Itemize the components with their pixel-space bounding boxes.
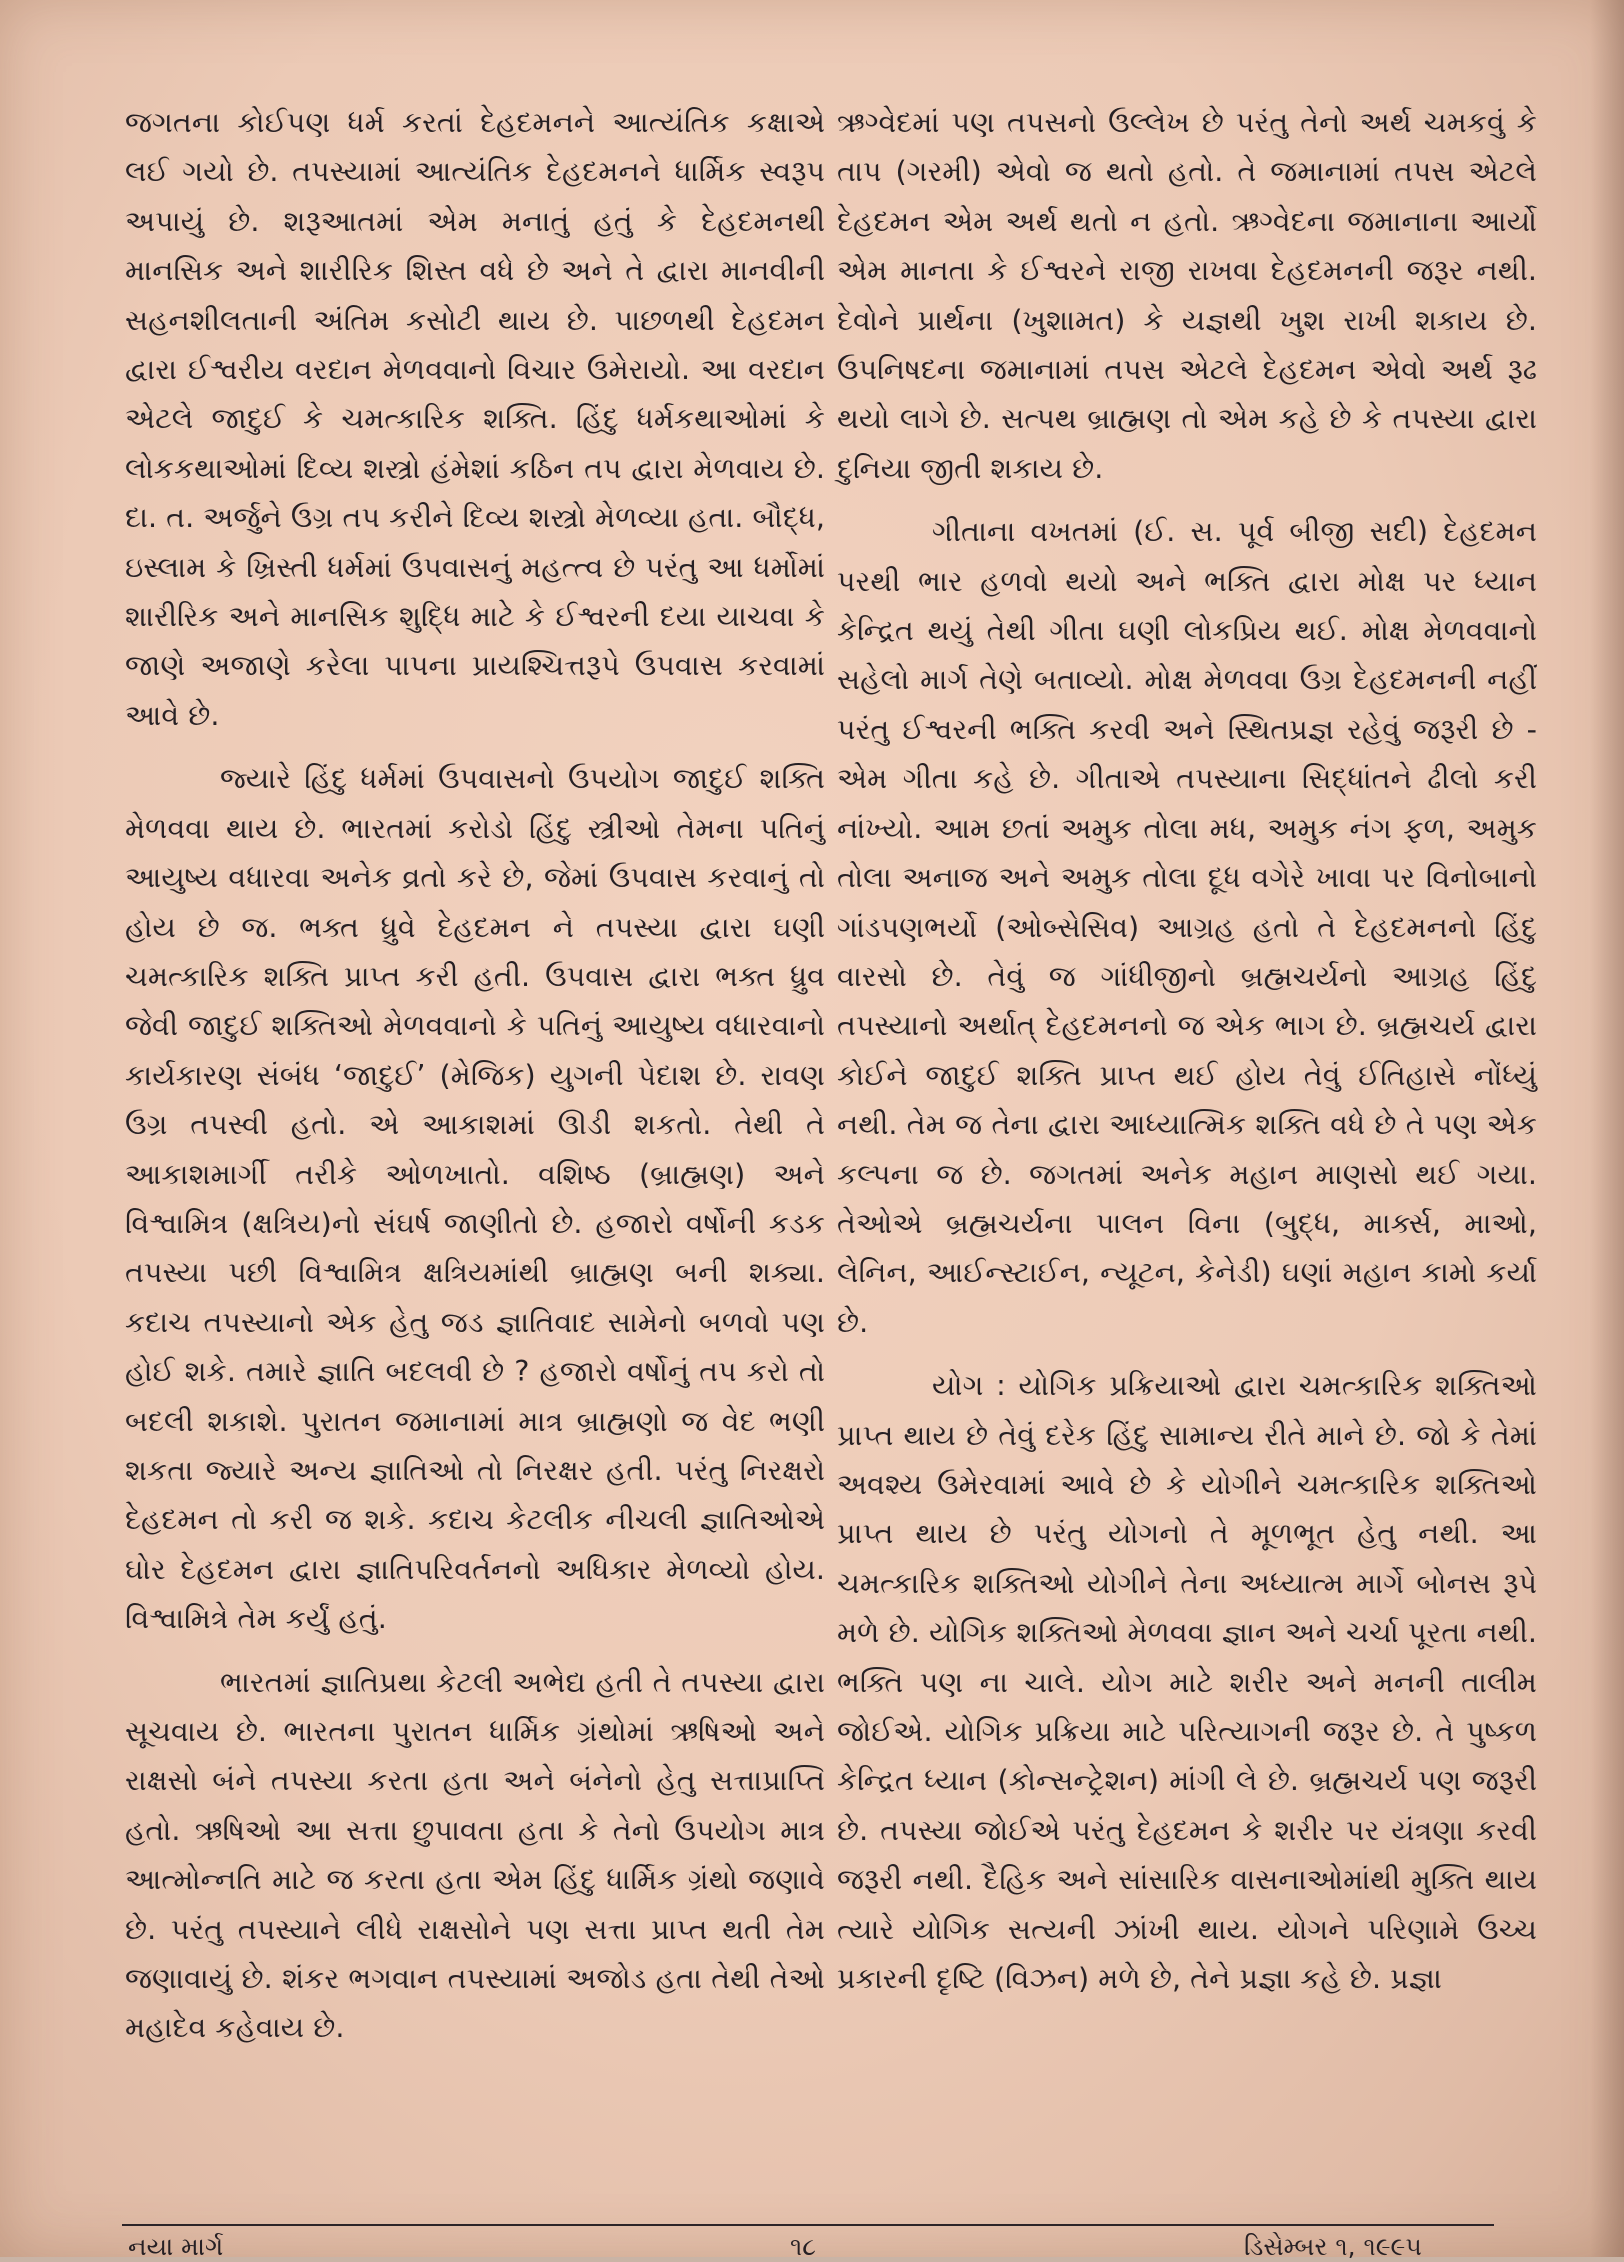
page-number: ૧૮ bbox=[790, 2232, 817, 2261]
paragraph: ગીતાના વખતમાં (ઈ. સ. પૂર્વ બીજી સદી) દેહદમન પરથી ભાર હળવો થયો અને ભક્તિ દ્વારા મોક્ષ પર ધ્યાન કેન્દ્રિત થયું તેથી ગીતા ઘણી લોકપ્રિય થઈ. મોક્ષ મેળવવાનો સહેલો માર્ગ તેણે બતાવ્યો. મોક્ષ મેળવવા ઉગ્ર દેહદમનની નહીં પરંતુ ઈશ્વરની ભક્તિ કરવી અને સ્થિતપ્રજ્ઞ રહેવું જરૂરી છે - એમ ગીતા કહે છે. ગીતાએ તપસ્યાના સિદ્ધાંતને ઢીલો કરી નાંખ્યો. આમ છતાં અમુક તોલા મધ, અમુક નંગ ફળ, અમુક તોલા અનાજ અને અમુક તોલા દૂધ વગેરે ખાવા પર વિનોબાનો ગાંડપણભર્યો (ઓબ્સેસિવ) આગ્રહ હતો તે દેહદમનનો હિંદુ વારસો છે. તેવું જ ગાંધીજીનો બ્રહ્મચર્યનો આગ્રહ હિંદુ તપસ્યાનો અર્થાત્ દેહદમનનો જ એક ભાગ છે. બ્રહ્મચર્ય દ્વારા કોઈને જાદુઈ શક્તિ પ્રાપ્ત થઈ હોય તેવું ઈતિહાસે નોંધ્યું નથી. તેમ જ તેના દ્વારા આધ્યાત્મિક શક્તિ વધે છે તે પણ એક કલ્પના જ છે. જગતમાં અનેક મહાન માણસો થઈ ગયા. તેઓએ બ્રહ્મચર્યના પાલન વિના (બુદ્ધ, માર્ક્સ, માઓ, લેનિન, આઈન્સ્ટાઈન, ન્યૂટન, કેનેડી) ઘણાં મહાન કામો કર્યા છે. bbox=[837, 514, 1537, 1339]
paragraph: ઋગ્વેદમાં પણ તપસનો ઉલ્લેખ છે પરંતુ તેનો અર્થ ચમકવું કે તાપ (ગરમી) એવો જ થતો હતો. તે જમાનામાં તપસ એટલે દેહદમન એમ અર્થ થતો ન હતો. ઋગ્વેદના જમાનાના આર્યો એમ માનતા કે ઈશ્વરને રાજી રાખવા દેહદમનની જરૂર નથી. દેવોને પ્રાર્થના (ખુશામત) કે યજ્ઞથી ખુશ રાખી શકાય છે. ઉપનિષદના જમાનામાં તપસ એટલે દેહદમન એવો અર્થ રૂઢ થયો લાગે છે. સત્પથ બ્રાહ્મણ તો એમ કહે છે કે તપસ્યા દ્વારા દુનિયા જીતી શકાય છે. bbox=[837, 105, 1537, 485]
right-text-column bbox=[837, 98, 1537, 2017]
paragraph: જગતના કોઈપણ ધર્મ કરતાં દેહદમનને આત્યંતિક કક્ષાએ લઈ ગયો છે. તપસ્યામાં આત્યંતિક દેહદમનને ધાર્મિક સ્વરૂપ અપાયું છે. શરૂઆતમાં એમ મનાતું હતું કે દેહદમનથી માનસિક અને શારીરિક શિસ્ત વધે છે અને તે દ્વારા માનવીની સહનશીલતાની અંતિમ કસોટી થાય છે. પાછળથી દેહદમન દ્વારા ઈશ્વરીય વરદાન મેળવવાનો વિચાર ઉમેરાયો. આ વરદાન એટલે જાદુઈ કે ચમત્કારિક શક્તિ. હિંદુ ધર્મકથાઓમાં કે લોકકથાઓમાં દિવ્ય શસ્ત્રો હંમેશાં કઠિન તપ દ્વારા મેળવાય છે. દા. ત. અર્જુને ઉગ્ર તપ કરીને દિવ્ય શસ્ત્રો મેળવ્યા હતા. બૌદ્ધ, ઇસ્લામ કે ખ્રિસ્તી ધર્મમાં ઉપવાસનું મહત્ત્વ છે પરંતુ આ ધર્મોમાં શારીરિક અને માનસિક શુદ્ધિ માટે કે ઈશ્વરની દયા યાચવા કે જાણે અજાણે કરેલા પાપના પ્રાયશ્ચિત્તરૂપે ઉપવાસ કરવામાં આવે છે. bbox=[125, 105, 826, 732]
page-edge-shadow bbox=[1590, 0, 1624, 2257]
paragraph: યોગ : યોગિક પ્રક્રિયાઓ દ્વારા ચમત્કારિક શક્તિઓ પ્રાપ્ત થાય છે તેવું દરેક હિંદુ સામાન્ય રીતે માને છે. જો કે તેમાં અવશ્ય ઉમેરવામાં આવે છે કે યોગીને ચમત્કારિક શક્તિઓ પ્રાપ્ત થાય છે પરંતુ યોગનો તે મૂળભૂત હેતુ નથી. આ ચમત્કારિક શક્તિઓ યોગીને તેના અધ્યાત્મ માર્ગે બોનસ રૂપે મળે છે. યોગિક શક્તિઓ મેળવવા જ્ઞાન અને ચર્ચા પૂરતા નથી. ભક્તિ પણ ના ચાલે. યોગ માટે શરીર અને મનની તાલીમ જોઈએ. યોગિક પ્રક્રિયા માટે પરિત્યાગની જરૂર છે. તે પુષ્કળ કેન્દ્રિત ધ્યાન (કોન્સન્ટ્રેશન) માંગી લે છે. બ્રહ્મચર્ય પણ જરૂરી છે. તપસ્યા જોઈએ પરંતુ દેહદમન કે શરીર પર યંત્રણા કરવી જરૂરી નથી. દૈહિક અને સાંસારિક વાસનાઓમાંથી મુક્તિ થાય ત્યારે યોગિક સત્યની ઝાંખી થાય. યોગને પરિણામે ઉચ્ચ પ્રકારની દૃષ્ટિ (વિઝન) મળે છે, તેને પ્રજ્ઞા કહે છે. પ્રજ્ઞા bbox=[837, 1368, 1537, 1996]
left-text-column bbox=[125, 98, 825, 2067]
paragraph: ભારતમાં જ્ઞાતિપ્રથા કેટલી અભેદ્ય હતી તે તપસ્યા દ્વારા સૂચવાય છે. ભારતના પુરાતન ધાર્મિક ગ્રંથોમાં ઋષિઓ અને રાક્ષસો બંને તપસ્યા કરતા હતા અને બંનેનો હેતુ સત્તાપ્રાપ્તિ હતો. ઋષિઓ આ સત્તા છુપાવતા હતા કે તેનો ઉપયોગ માત્ર આત્મોન્નતિ માટે જ કરતા હતા એમ હિંદુ ધાર્મિક ગ્રંથો જણાવે છે. પરંતુ તપસ્યાને લીધે રાક્ષસોને પણ સત્તા પ્રાપ્ત થતી તેમ જણાવાયું છે. શંકર ભગવાન તપસ્યામાં અજોડ હતા તેથી તેઓ મહાદેવ કહેવાય છે. bbox=[125, 1664, 825, 2045]
footer-divider bbox=[122, 2224, 1494, 2226]
paragraph: જ્યારે હિંદુ ધર્મમાં ઉપવાસનો ઉપયોગ જાદુઈ શક્તિ મેળવવા થાય છે. ભારતમાં કરોડો હિંદુ સ્ત્રીઓ તેમના પતિનું આયુષ્ય વધારવા અનેક વ્રતો કરે છે, જેમાં ઉપવાસ કરવાનું તો હોય છે જ. ભક્ત ધ્રુવે દેહદમન ને તપસ્યા દ્વારા ઘણી ચમત્કારિક શક્તિ પ્રાપ્ત કરી હતી. ઉપવાસ દ્વારા ભક્ત ધ્રુવ જેવી જાદુઈ શક્તિઓ મેળવવાનો કે પતિનું આયુષ્ય વધારવાનો કાર્યકારણ સંબંધ ‘જાદુઈ’ (મેજિક) યુગની પેદાશ છે. રાવણ ઉગ્ર તપસ્વી હતો. એ આકાશમાં ઊડી શકતો. તેથી તે આકાશમાર્ગી તરીકે ઓળખાતો. વશિષ્ઠ (બ્રાહ્મણ) અને વિશ્વામિત્ર (ક્ષત્રિય)નો સંઘર્ષ જાણીતો છે. હજારો વર્ષોની કડક તપસ્યા પછી વિશ્વામિત્ર ક્ષત્રિયમાંથી બ્રાહ્મણ બની શક્યા. કદાચ તપસ્યાનો એક હેતુ જડ જ્ઞાતિવાદ સામેનો બળવો પણ હોઈ શકે. તમારે જ્ઞાતિ બદલવી છે ? હજારો વર્ષોનું તપ કરો તો બદલી શકાશે. પુરાતન જમાનામાં માત્ર બ્રાહ્મણો જ વેદ ભણી શકતા જ્યારે અન્ય જ્ઞાતિઓ તો નિરક્ષર હતી. પરંતુ નિરક્ષરો દેહદમન તો કરી જ શકે. કદાચ કેટલીક નીચલી જ્ઞાતિઓએ ઘોર દેહદમન દ્વારા જ્ઞાતિપરિવર્તનનો અધિકાર મેળવ્યો હોય. વિશ્વામિત્રે તેમ કર્યું હતું. bbox=[125, 761, 825, 1636]
publication-name: નયા માર્ગ bbox=[128, 2232, 224, 2261]
issue-date: ડિસેમ્બર ૧, ૧૯૯૫ bbox=[1244, 2232, 1422, 2261]
